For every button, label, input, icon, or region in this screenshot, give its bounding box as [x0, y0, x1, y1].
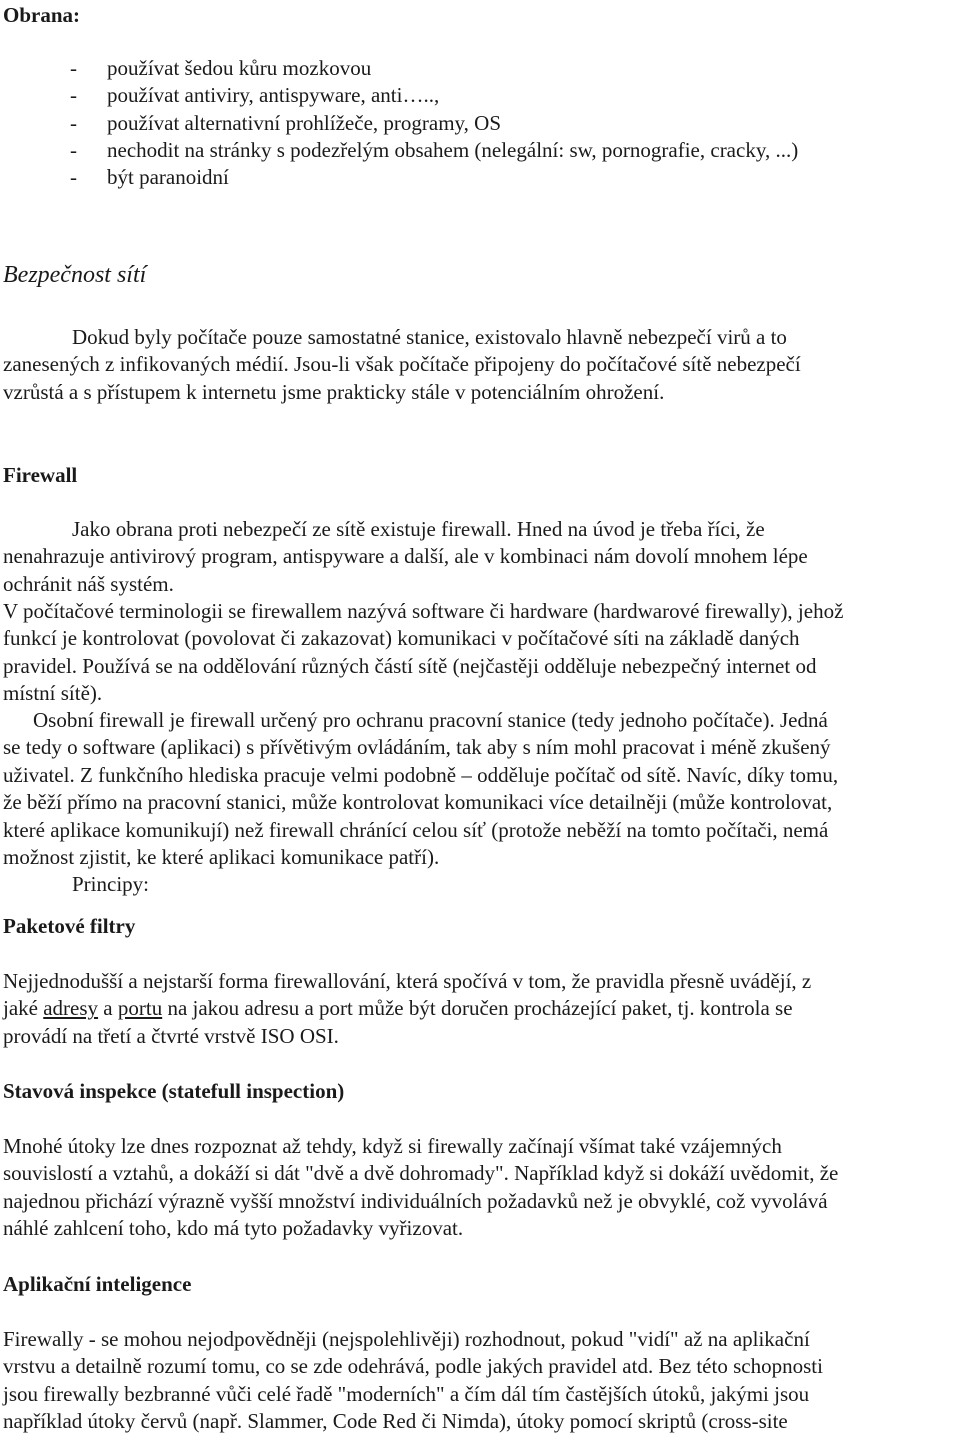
list-item: - být paranoidní — [70, 165, 229, 190]
paketove-paragraph: Nejjednodušší a nejstarší forma firewallování, která spočívá v tom, že pravidla přesně uvádějí, z jaké adresy a portu na jakou adresu a port může být doručen procházející paket, tj. kontrola se provádí na třetí a čtvrté vrstvě ISO OSI. — [3, 969, 812, 1048]
list-item: - používat šedou kůru mozkovou — [70, 56, 372, 80]
obrana-heading: Obrana: — [3, 3, 81, 27]
firewall-heading: Firewall — [3, 463, 78, 487]
obrana-list — [70, 55, 798, 191]
list-item: - nechodit na stránky s podezřelým obsahem (nelegální: sw, pornografie, cracky, ...) — [70, 137, 799, 162]
list-item: - používat alternativní prohlížeče, programy, OS — [70, 110, 502, 135]
stavova-heading: Stavová inspekce (statefull inspection) — [3, 1079, 345, 1103]
bezpecnost-paragraph: Dokud byly počítače pouze samostatné stanice, existovalo hlavně nebezpečí virů a to zanesených z infikovaných médií. Jsou-li však počítače připojeny do počítačové sítě nebezpečí vzrůstá a s přístupem k internetu jsme prakticky stále v potenciálním ohrožení. — [3, 325, 801, 404]
adresy-link[interactable]: adresy — [43, 996, 99, 1021]
aplikacni-paragraph: Firewally - se mohou nejodpovědněji (nejspolehlivěji) rozhodnout, pokud "vidí" až na aplikační vrstvu a detailně rozumí tomu, co se zde odehrává, podle jakých pravidel atd. Bez této schopnosti jsou firewally bezbranné vůči celé řadě "moderních" a čím dál tím častějších útoků, jakými jsou například útoky červů (např. Slammer, Code Red či Nimda), útoky pomocí skriptů (cross-site — [3, 1327, 823, 1434]
paketove-heading: Paketové filtry — [3, 914, 136, 938]
list-item: - používat antiviry, antispyware, anti….., — [70, 83, 440, 108]
principy-label: Principy: — [72, 872, 149, 897]
bezpecnost-heading: Bezpečnost sítí — [3, 262, 147, 288]
aplikacni-heading: Aplikační inteligence — [3, 1272, 192, 1296]
firewall-paragraph-3: Osobní firewall je firewall určený pro ochranu pracovní stanice (tedy jednoho počítače). Jedná se tedy o software (aplikaci) s přívětivým ovládáním, tak aby s ním mohl pracovat i méně zkušený uživatel. Z funkčního hlediska pracuje velmi podobně – odděluje počítač od sítě. Navíc, díky tomu, že běží přímo na pracovní stanici, může kontrolovat komunikaci více detailněji (může kontrolovat, které aplikace komunikují) než firewall chránící celou síť (protože neběží na tomto počítači, nemá možnost zjistit, ke které aplikaci komunikace patří). Principy: — [3, 707, 838, 899]
portu-link[interactable]: portu — [117, 996, 163, 1021]
stavova-paragraph: Mnohé útoky lze dnes rozpoznat až tehdy, když si firewally začínají všímat také vzájemných souvislostí a vztahů, a dokáží si dát "dvě a dvě dohromady". Například když si dokáží uvědomit, že najednou přichází výrazně vyšší množství individuálních požadavků než je obvyklé, což vyvolává náhlé zahlcení toho, kdo má tyto požadavky vyřizovat. — [3, 1134, 839, 1241]
firewall-paragraph-1: Jako obrana proti nebezpečí ze sítě existuje firewall. Hned na úvod je třeba říci, že nenahrazuje antivirový program, antispyware a další, ale v kombinaci nám dovolí mnohem lépe ochránit náš systém. — [3, 517, 808, 596]
firewall-paragraph-2: V počítačové terminologii se firewallem nazývá software či hardware (hardwarové firewally), jehož funkcí je kontrolovat (povolovat či zakazovat) komunikaci v počítačové síti na základě daných pravidel. Používá se na oddělování různých částí sítě (nejčastěji odděluje nebezpečný internet od místní sítě). — [3, 599, 844, 706]
